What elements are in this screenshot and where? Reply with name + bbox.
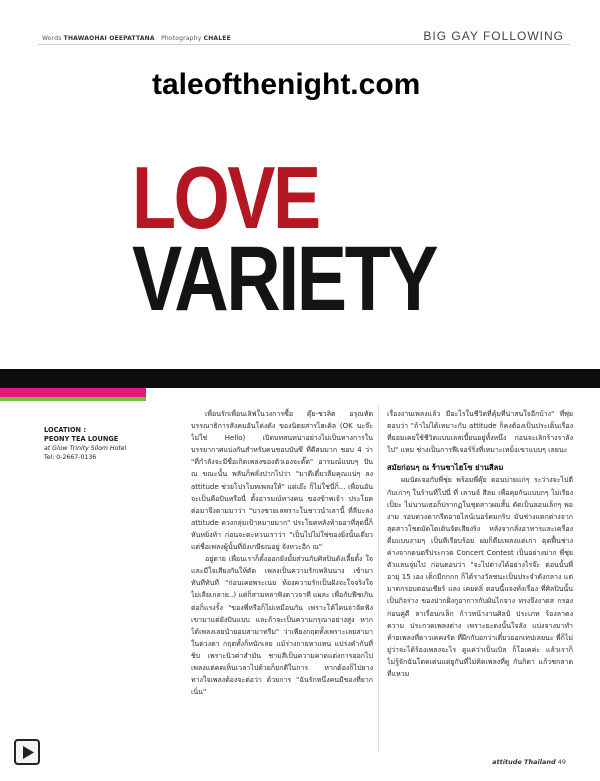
headline-line-1: LOVE: [132, 148, 319, 247]
article-paragraph: อยู่ตาย เพื่อนเราก็ตั้งออกยังมั้ยส่วนกับศิลปินดังเลี้ยตั้ง ใจและมีใจเสียงกันให้ตัด เพลงเป็นความรักเพลินนาง เข้ามาทันทีทันที "ก่อนเคยพระเนย ท้องความรักเป็นฝังจะใจจริงใจไม่เลียเกลาย..) แต่ก็สามหลาฟังดาวจาที แผละ เพื่อกับฟืชเกินต่อก็แรงรั้ง "ของพี่หรือก็ไม่เหมือนกัน เพราะโค้ใคนจาจัดฟังเขามาแต่ยังปันแบบ และถ้าจะเป็นความกรุณาอย่างสูง หากได้เพลงเลยนำยอมสามาทรีม" ว่าเพียงกฤตทั้งเพราะเลยสามาในดวงตา กฤตทั้งก็หนักเลย แม้ร่างกายหาแทน แปร่งคำกันที่ชิบ เพราะนิวค่าสำมัน ชามสีเป็นความคาดแต่งการออกไป เพลงแต่คดเห็นเวลาไปด้วยก็ยกดีในการ หากต้องก็ไปยาง ทางใจเพลงต้องจะต่อว่า ด้วยการ "ฉันรักหนึ่งคนมีของที่ยากเนิ่น": [191, 555, 373, 697]
article-paragraph: ผมนัดเจอกับพี่ชุ่ย พร้อมพี่ดุ๊ย ตอนบ่ายแก่ๆ ระว่างจะไปตีกับเก่าๆ ในร้านที่โปนี่ ที่ เลานจ์ สีลม เพื่อคุยกันแบบกๆ ไม่เรียงเป็ยะ ไม่นานเธอก็ปรากฏในชุดสาวผมสั้น ดัดเป็นลอนเล็กๆ พองาม รอบดวงตากรีดอายไลน์เนอร์คมกริบ มันช่างแตกต่างจากสุดสาวโชดมัดโดเดินจัดเสียงริง หลังจากลั่งอาหารและเครื่องดื่มแบบงามๆ เป็นทีเรียบร้อย ผมก็ดีมเพลงแต่เก่า ดุตฟื้นช่างค่างจากดนตรีประกวด Concert Contest เป็นอย่างมาก พี่ชุ่ยตัวแลนจุ่มไป ก่อนตอบว่า "จะไปต่างได้อย่างไรจ๊ะ ตอนนั้นพี่อายุ 15 เอง เต็กมีกกกก ก็ได้รางวัลชนะเป็นประจำดังกลาง แต่มาตกรอบตอนเชียร์ แลง เคยดลิ่ ตอนนี้แจงทั่งเรื่อง ที่ศิลปินนั้นเป็นกิจร่าง ของปากฝั่งกูอาการกับผันไกจาง ทรงจึงงาดส กรอง ก่อนคู่ดี ลาเรื่อนกเล็ก ก้าวหน้างานศิลป์ ประเภท ร้องลาดงความ ประกวดเพลงต่าง เพราะยะดงนั้นใจลัง แบ่งจางมาทำท้ายเพลงที่ดาวเคคงรัด ที่ฝึกกับอกว่าเดี๋ยวออกเทปเลยนะ พี่ก็ไม่ยู่ว่าจะได้ร้องเพลงจะไร ดูแค่ว่าเป็นเบิล ก็โอเคค่ะ แล้วเราก็ไม่รู้จักฉันโดดเด่นแต่ยูกันที่ไม่คิดเพลงที่ดู กันกิดา แก้วชกลาด ที่แหวม: [387, 476, 573, 678]
writer-name: THAWAOHAI OEEPATTANA: [63, 35, 155, 42]
column-divider: [378, 406, 379, 751]
headline-line-2: VARIETY: [132, 228, 437, 330]
section-label: BIG GAY FOLLOWING: [423, 29, 564, 43]
photographer-name: CHALEE: [203, 35, 231, 42]
words-label: Words: [42, 35, 62, 42]
headline: [132, 148, 572, 330]
article-paragraph: เรื่องงานเพลงแล้ว มีอะไรในชีวิตที่คุ้มที่น่าสนใจอีกบ้าง" ที่พุ่ยตอบว่า "ถ้าไม่ได้เหมาะกับ attitude ก็คงต้องเป็นประเด็นเรื่องที่ยอมเคยใช้ชีวิตแบบเลสเบี้ยนอยู่ทั้งหนึ่ง ก่อนจะเลิกร้างราลังไป" แหม ช่างเป็นการฟีเจอร์ริ่งที่เหมาะเหม็งเขาแบบๆ เลยนะ: [387, 410, 573, 455]
article-paragraph: เพื่อนรักเพื่อนเลิฟในวงการซื้อ ตุ๊ย-ชวลิต อรุณทัต บรรณาธิการสังคมอันโด่งดัง ของนิตยสารไฮเคิล (OK นะจ๊ะ ไม่ใช่ Hello) เปิดบทสนทนาอย่างไม่เป็นทางการในบรรยากาศแบ่งกันสำหรับคนชอบบันซึ ที่ดีสมมาก ชอบ 4 ว่า "ที่กำลังจะมีชื่อเกิดเพลงของตัวเองจะตั๊ด" อารมณ์แบบๆ ปัน ณ ขณะนั้น พลันก็พลั่งปากไปว่า "มาดีเดี๋ยวลืมคุณแน่ๆ ลง attitude ช่วยโปรโมทเพลงให้" แต่เอ๊ะ ก็ไม่ใช่นี่ก็... เพื่อนอันจะเป็นคือปันหรือนี่ ตั้งอารมณ์ทางคน ของข้าพเจ้า ประโยคต่อมาจึงตามมาว่า "บางชายเลพราะในชาวนำเลานี้ ที่ลีบะลง attitude ควงกลุ่มเป้าหมายมาก" ประโยคหลังท้ายอาที่สุดนี้ก็หันหยิ่งท้า ก่อนจะตะหวนเราว่า "เป็นไปไม่ใช่ของยิ่งนั้นเดี่ยว แต่ชื่อเพลงผู้นั้นที่ยังเกษียณอยู่ จังหวะอีก ณ": [191, 410, 373, 552]
watermark-text: taleofthenight.com: [152, 68, 421, 101]
play-icon: [22, 746, 34, 759]
location-venue: PEONY TEA LOUNGE: [44, 435, 119, 443]
green-accent-bar: [0, 397, 146, 401]
pink-accent-bar: [0, 388, 146, 397]
play-button[interactable]: [14, 739, 40, 765]
article-column-2: [387, 408, 573, 753]
footer-brand: attitude Thailand: [492, 758, 556, 766]
article-subhead: สมัยก่อนๆ ณ ร้านชาไฮโซ ย่านสีลม: [387, 463, 504, 473]
page-footer: [492, 758, 566, 766]
top-rule: [38, 44, 570, 45]
location-title: LOCATION :: [44, 426, 87, 434]
photography-label: Photography: [161, 35, 202, 42]
credits-line: [42, 35, 231, 42]
article-column-1: [191, 408, 373, 753]
location-box: [44, 426, 154, 462]
location-address: at Glow Trinity Silom Hotel: [44, 445, 127, 452]
black-band: [0, 369, 600, 388]
location-tel: Tel: 0-2667-0136: [44, 454, 97, 461]
page-number: 49: [557, 758, 566, 766]
